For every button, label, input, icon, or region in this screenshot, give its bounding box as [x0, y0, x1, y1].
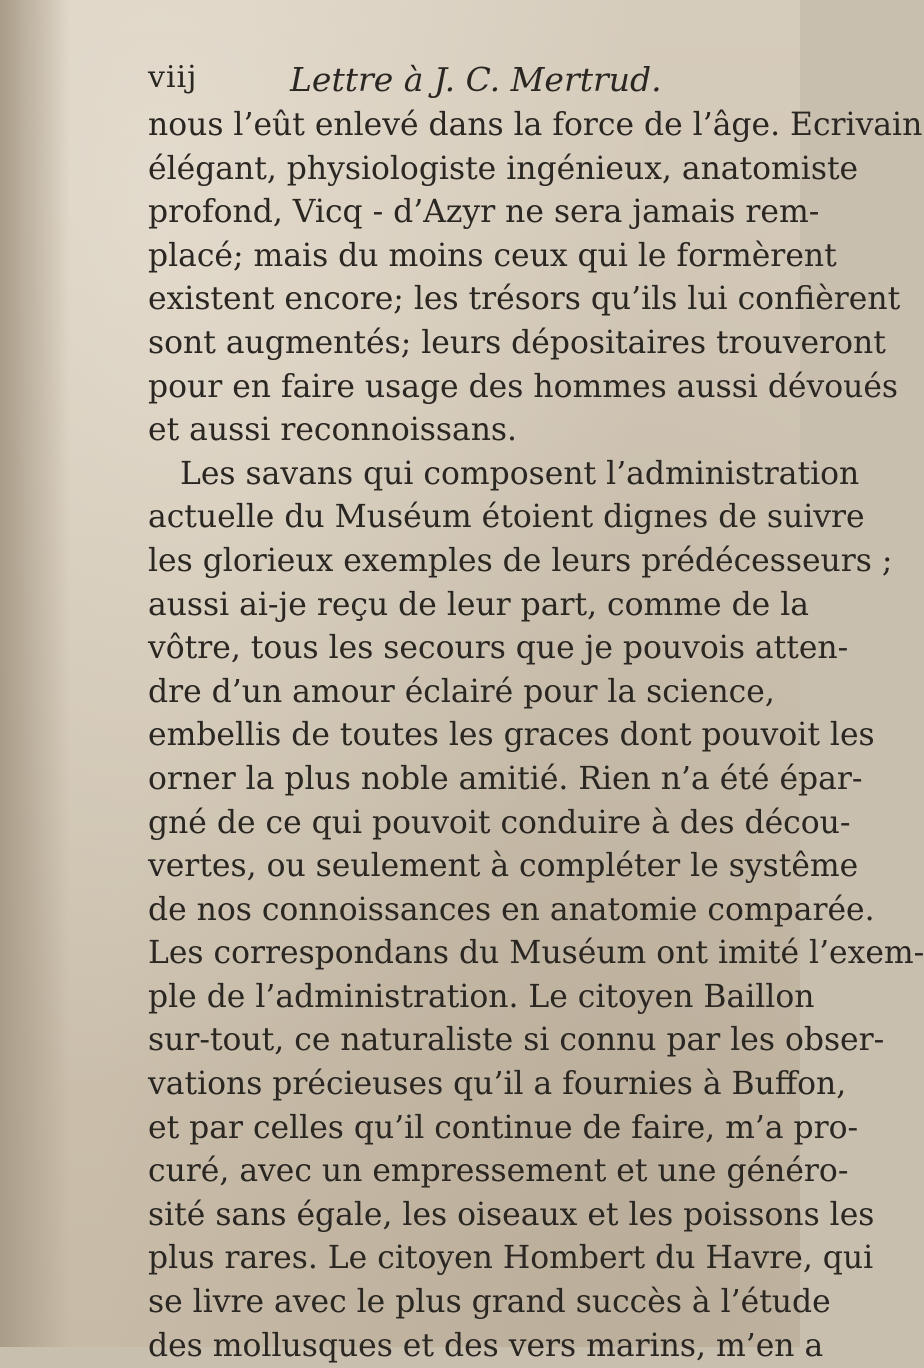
page-header	[148, 60, 768, 104]
text-line: vôtre, tous les secours que je pouvois atten-	[148, 630, 849, 667]
text-line: dre d’un amour éclairé pour la science,	[148, 673, 775, 710]
text-line: Les savans qui composent l’administration	[180, 455, 860, 492]
text-line: des mollusques et des vers marins, m’en a	[148, 1327, 824, 1364]
text-line: plus rares. Le citoyen Hombert du Havre, qui	[148, 1240, 874, 1277]
text-line: embellis de toutes les graces dont pouvoit les	[148, 717, 875, 754]
text-line: gné de ce qui pouvoit conduire à des décou-	[148, 804, 851, 841]
text-line: orner la plus noble amitié. Rien n’a été épar-	[148, 760, 863, 797]
text-line: curé, avec un empressement et une générо-	[148, 1153, 849, 1190]
text-line: aussi ai-je reçu de leur part, comme de la	[148, 586, 809, 623]
body-text	[148, 104, 924, 1368]
text-line: de nos connoissances en anatomie comparée.	[148, 891, 875, 928]
text-line: élégant, physiologiste ingénieux, anatomiste	[148, 150, 859, 187]
text-line: sité sans égale, les oiseaux et les poissons les	[148, 1196, 875, 1233]
page-number: viij	[148, 60, 198, 95]
text-line: sur-tout, ce naturaliste si connu par les obser-	[148, 1022, 885, 1059]
text-line: ple de l’administration. Le citoyen Baillon	[148, 978, 815, 1015]
text-line: placé; mais du moins ceux qui le formèrent	[148, 237, 837, 274]
text-line: actuelle du Muséum étoient dignes de suivre	[148, 499, 865, 536]
text-line: vertes, ou seulement à compléter le systême	[148, 848, 859, 885]
text-line: Les correspondans du Muséum ont imité l’exem-	[148, 935, 924, 972]
text-line: pour en faire usage des hommes aussi dévoués	[148, 368, 899, 405]
text-line: et aussi reconnoissans.	[148, 412, 518, 449]
text-line: se livre avec le plus grand succès à l’étude	[148, 1284, 831, 1321]
text-line: existent encore; les trésors qu’ils lui confièrent	[148, 281, 901, 318]
text-line: et par celles qu’il continue de faire, m’a pro-	[148, 1109, 859, 1146]
text-line: profond, Vicq - d’Azyr ne sera jamais rem-	[148, 194, 820, 231]
text-line: vations précieuses qu’il a fournies à Buffon,	[148, 1066, 847, 1103]
text-line: nous l’eût enlevé dans la force de l’âge. Ecrivain	[148, 107, 923, 143]
text-line: les glorieux exemples de leurs prédécesseurs ;	[148, 542, 893, 579]
page-gutter-shadow	[0, 0, 70, 1347]
text-line: sont augmentés; leurs dépositaires trouveront	[148, 324, 886, 361]
running-title: Lettre à J. C. Mertrud.	[290, 60, 662, 99]
